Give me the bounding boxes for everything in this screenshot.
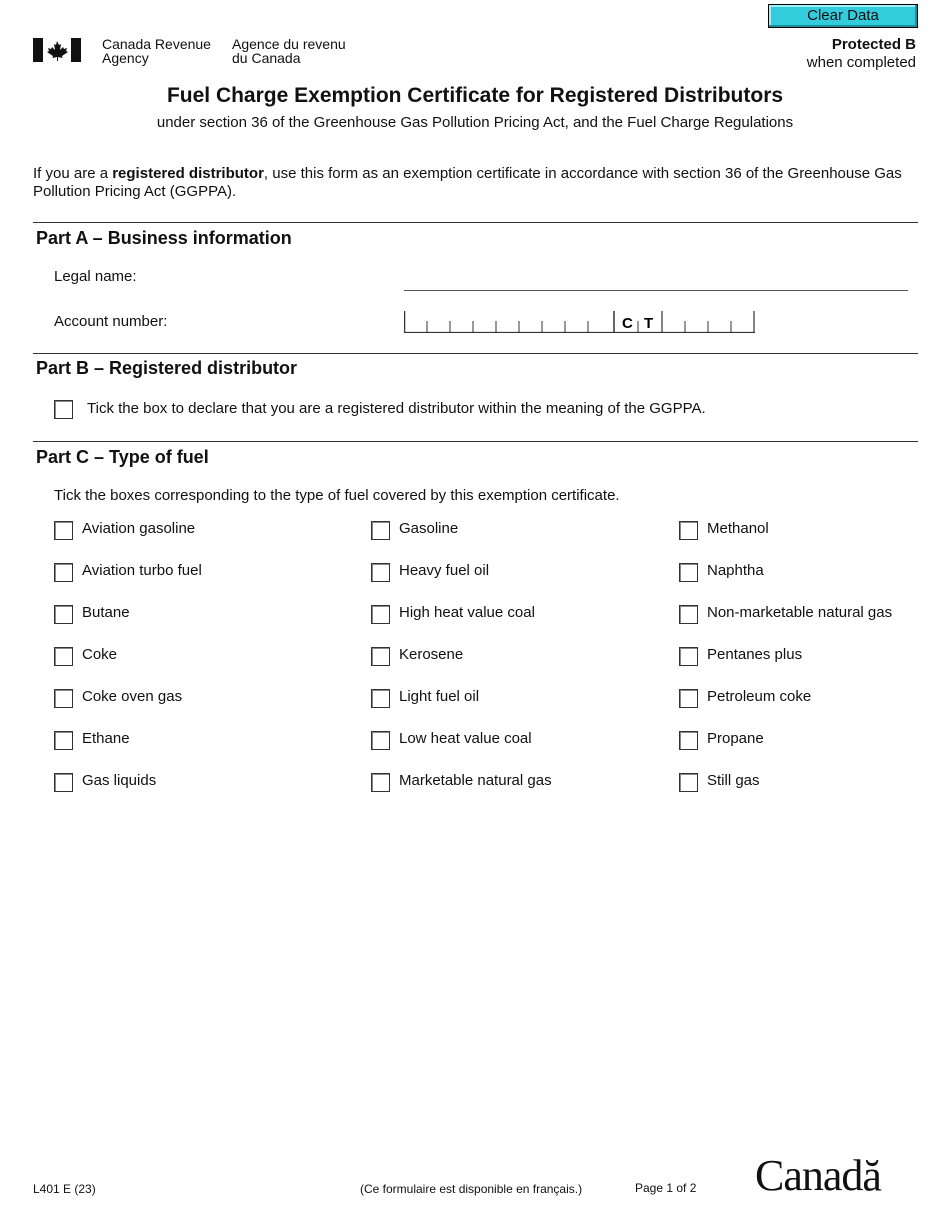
account-number-field[interactable]	[404, 311, 755, 333]
dept-en-line1: Canada Revenue	[102, 36, 211, 52]
fuel-label: Kerosene	[399, 646, 464, 663]
intro-post: , use this form as an exemption certificate in accordance with section 36 of the Greenhouse Gas Pollution Pricing Act (GGPPA).	[33, 165, 902, 200]
legal-name-underline	[404, 290, 908, 291]
form-title: Fuel Charge Exemption Certificate for Registered Distributors	[166, 84, 784, 107]
fuel-label: Marketable natural gas	[399, 772, 552, 789]
fuel-label: Naphtha	[707, 562, 764, 579]
registered-distributor-checkbox[interactable]	[54, 400, 73, 419]
intro-pre: If you are a	[33, 165, 113, 182]
fuel-checkbox[interactable]	[54, 521, 73, 540]
fuel-checkbox[interactable]	[371, 521, 390, 540]
fuel-checkbox[interactable]	[371, 647, 390, 666]
fuel-checkbox[interactable]	[371, 689, 390, 708]
legal-name-label: Legal name:	[54, 268, 137, 285]
fuel-label: Heavy fuel oil	[399, 562, 490, 579]
fuel-label: Coke oven gas	[82, 688, 183, 705]
fuel-checkbox[interactable]	[54, 773, 73, 792]
fuel-checkbox[interactable]	[371, 605, 390, 624]
fuel-checkbox[interactable]	[679, 605, 698, 624]
part-a-title: Part A – Business information	[36, 228, 292, 248]
fuel-checkbox[interactable]	[679, 521, 698, 540]
dept-name-fr	[232, 37, 346, 65]
fuel-checkbox[interactable]	[679, 647, 698, 666]
dept-fr-line2: du Canada	[232, 50, 301, 66]
dept-en-line2: Agency	[102, 50, 149, 66]
registered-distributor-declaration: Tick the box to declare that you are a registered distributor within the meaning of the GGPPA.	[87, 400, 706, 417]
fuel-checkbox[interactable]	[54, 563, 73, 582]
fuel-checkbox[interactable]	[679, 563, 698, 582]
fuel-label: Methanol	[707, 520, 769, 537]
fuel-label: Low heat value coal	[399, 730, 532, 747]
intro-paragraph	[33, 165, 913, 201]
fuel-checkbox[interactable]	[371, 563, 390, 582]
protected-sub: when completed	[806, 54, 916, 71]
fuel-label: Light fuel oil	[399, 688, 480, 705]
fuel-label: Non-marketable natural gas	[707, 604, 893, 621]
canada-flag-icon	[33, 38, 81, 62]
protected-label: Protected B	[831, 36, 916, 53]
fuel-label: Propane	[707, 730, 764, 747]
french-availability-note: (Ce formulaire est disponible en français.)	[360, 1182, 583, 1196]
part-b-title: Part B – Registered distributor	[36, 358, 298, 378]
fuel-checkbox[interactable]	[371, 773, 390, 792]
fuel-label: Gas liquids	[82, 772, 157, 789]
form-code: L401 E (23)	[33, 1182, 96, 1196]
fuel-label: Gasoline	[399, 520, 459, 537]
fuel-label: Coke	[82, 646, 118, 663]
form-subtitle: under section 36 of the Greenhouse Gas Pollution Pricing Act, and the Fuel Charge Regulations	[156, 114, 794, 131]
clear-data-button[interactable]: Clear Data	[768, 4, 918, 28]
fuel-label: High heat value coal	[399, 604, 535, 621]
part-c-rule	[33, 441, 918, 442]
part-b-rule	[33, 353, 918, 354]
fuel-label: Still gas	[707, 772, 760, 789]
fuel-checkbox[interactable]	[679, 731, 698, 750]
fuel-checkbox[interactable]	[679, 689, 698, 708]
fuel-label: Petroleum coke	[707, 688, 812, 705]
fuel-label: Aviation turbo fuel	[82, 562, 202, 579]
fuel-checkbox[interactable]	[54, 689, 73, 708]
part-a-rule	[33, 222, 918, 223]
part-c-title: Part C – Type of fuel	[36, 447, 209, 467]
dept-name-en	[102, 37, 211, 65]
account-code-c: C	[622, 315, 633, 332]
fuel-label: Butane	[82, 604, 130, 621]
account-number-label: Account number:	[54, 313, 168, 330]
dept-fr-line1: Agence du revenu	[232, 36, 346, 52]
fuel-checkbox[interactable]	[54, 731, 73, 750]
fuel-checkbox[interactable]	[371, 731, 390, 750]
intro-bold: registered distributor	[112, 165, 264, 182]
protected-notice	[790, 36, 916, 72]
fuel-label: Ethane	[82, 730, 130, 747]
page-number: Page 1 of 2	[635, 1181, 697, 1195]
part-c-instruction: Tick the boxes corresponding to the type of fuel covered by this exemption certificate.	[54, 487, 620, 504]
fuel-label: Aviation gasoline	[82, 520, 196, 537]
account-code-t: T	[644, 315, 654, 332]
fuel-checkbox[interactable]	[679, 773, 698, 792]
legal-name-field[interactable]	[404, 266, 908, 288]
fuel-checkbox[interactable]	[54, 647, 73, 666]
fuel-checkbox[interactable]	[54, 605, 73, 624]
fuel-label: Pentanes plus	[707, 646, 803, 663]
canada-wordmark: Canadă	[755, 1151, 881, 1200]
